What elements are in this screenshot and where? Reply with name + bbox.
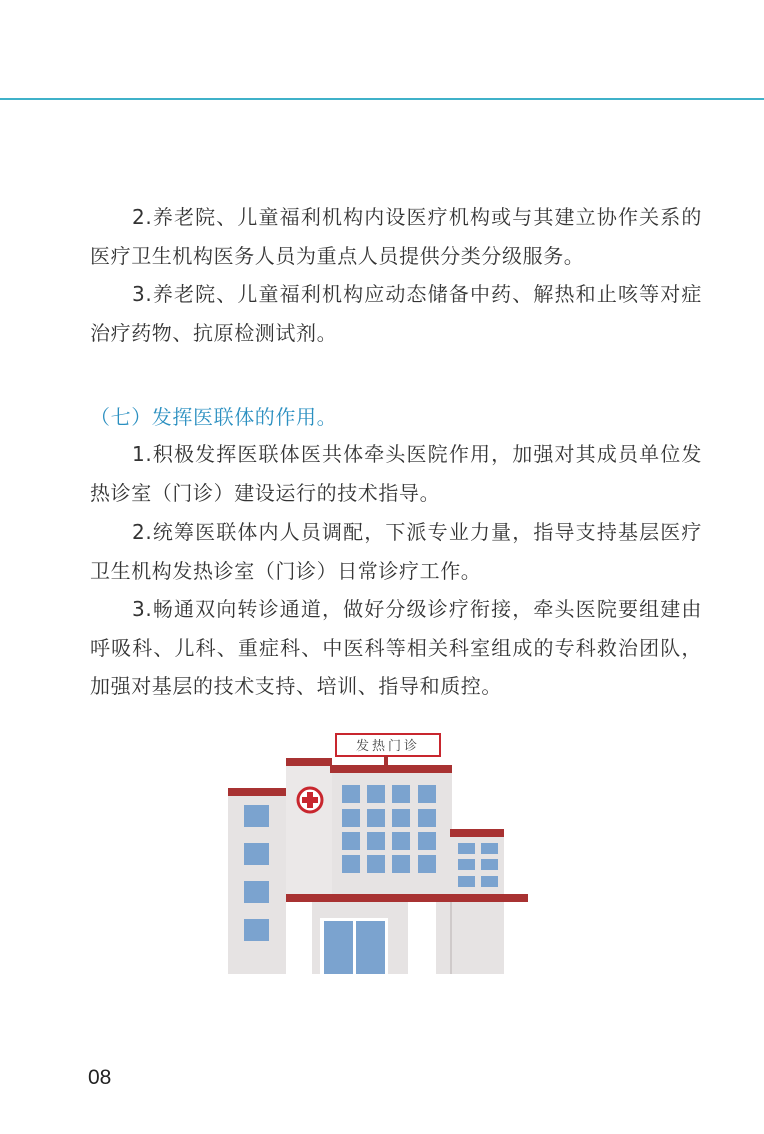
paragraph-item-2: 2.养老院、儿童福利机构内设医疗机构或与其建立协作关系的医疗卫生机构医务人员为重点人员提供分类分级服务。 [90, 205, 702, 268]
section-paragraph-2: 2.统筹医联体内人员调配，下派专业力量，指导支持基层医疗卫生机构发热诊室（门诊）日常诊疗工作。 [90, 520, 702, 583]
header-rule [0, 98, 764, 100]
section-paragraph-3: 3.畅通双向转诊通道，做好分级诊疗衔接，牵头医院要组建由呼吸科、儿科、重症科、中医科等相关科室组成的专科救治团队，加强对基层的技术支持、培训、指导和质控。 [90, 597, 702, 698]
section-paragraph-1: 1.积极发挥医联体医共体牵头医院作用，加强对其成员单位发热诊室（门诊）建设运行的技术指导。 [90, 442, 702, 505]
door-left [324, 921, 353, 974]
hospital-illustration [222, 728, 532, 980]
section-heading: （七）发挥医联体的作用。 [90, 405, 338, 429]
door-right [356, 921, 385, 974]
medical-cross-icon [298, 788, 322, 812]
paragraph-item-3: 3.养老院、儿童福利机构应动态储备中药、解热和止咳等对症治疗药物、抗原检测试剂。 [90, 282, 702, 345]
sign-text: 发热门诊 [355, 739, 421, 754]
page-number: 08 [88, 1066, 112, 1089]
